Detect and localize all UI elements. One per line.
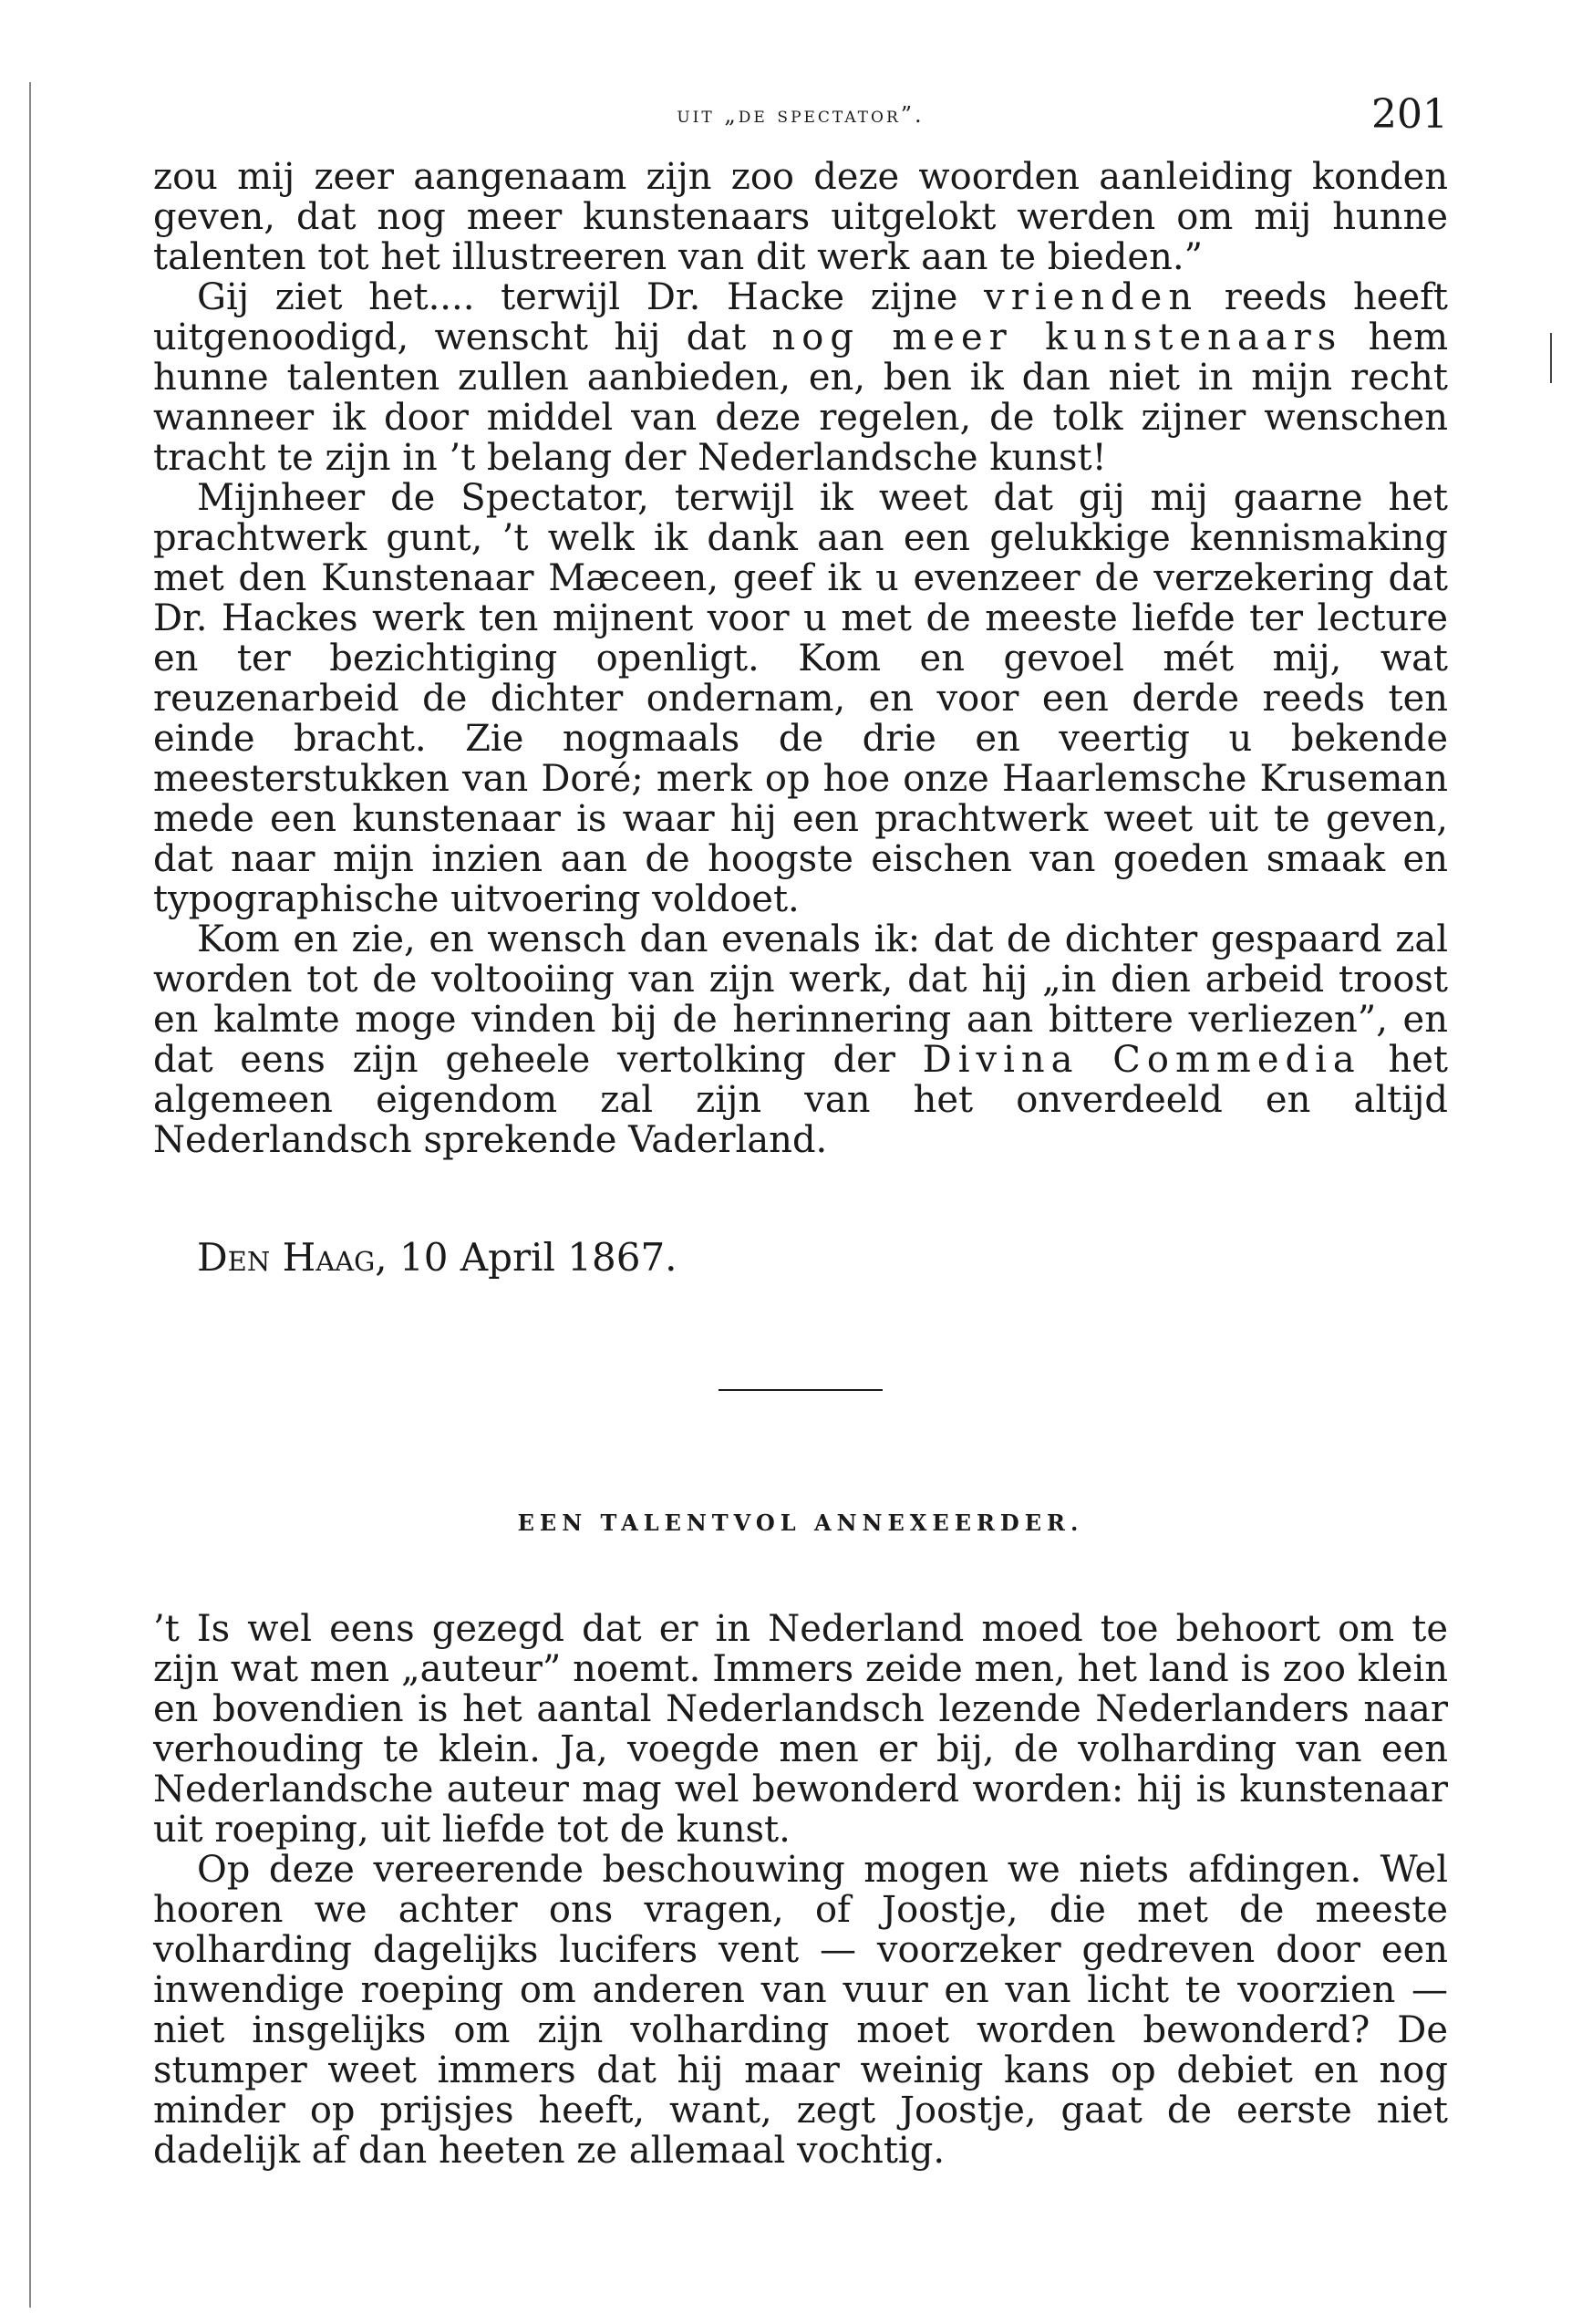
paragraph-2-text-c: reeds heeft uitgenoodigd, wenscht hij dat	[153, 276, 1448, 358]
paragraph-4-text-a: Kom en zie, en wensch dan evenals ik: dat de dichter gespaard zal worden tot de voltooiing van zijn werk, dat hij „in dien arbeid troost en kalmte moge vinden bij de herinnering aan bittere verliezen”, en dat eens zijn geheele vertolking der	[153, 918, 1448, 1081]
paragraph-2-emphasis-kunstenaars: nog meer kunstenaars	[771, 316, 1343, 358]
running-head	[153, 91, 1448, 146]
paragraph-2	[153, 277, 1448, 478]
paragraph-3: Mijnheer de Spectator, terwijl ik weet dat gij mij gaarne het prachtwerk gunt, ’t welk ik dank aan een gelukkige kennismaking met den Kunstenaar Mæceen, geef ik u evenzeer de verzekering dat Dr. Hackes werk ten mijnent voor u met de meeste liefde ter lecture en ter bezichtiging openligt. Kom en gevoel mét mij, wat reuzenarbeid de dichter ondernam, en voor een derde reeds ten einde bracht. Zie nogmaals de drie en veertig u bekende meesterstukken van Doré; merk op hoe onze Haarlemsche Kruseman mede een kunstenaar is waar hij een prachtwerk weet uit te geven, dat naar mijn inzien aan de hoogste eischen van goeden smaak en typographische uitvoering voldoet.	[153, 477, 1448, 920]
paragraph-4	[153, 919, 1448, 1160]
paragraph-1: zou mij zeer aangenaam zijn zoo deze woorden aanleiding konden geven, dat nog meer kunstenaars uitgelokt werden om mij hunne talenten tot het illustreeren van dit werk aan te bieden.”	[153, 156, 1448, 278]
dateline-place: Den Haag,	[197, 1235, 388, 1280]
book-page	[153, 91, 1448, 2171]
left-margin-scan-line	[29, 82, 31, 2308]
right-margin-scan-line	[1550, 333, 1552, 383]
paragraph-2-emphasis-vrienden: vrienden	[984, 276, 1199, 318]
paragraph-2-text-a: Gij ziet het.... terwijl Dr. Hacke zijne	[197, 276, 985, 318]
dateline	[197, 1235, 1448, 1280]
page-number: 201	[1371, 91, 1448, 138]
paragraph-4-text-c: het algemeen eigendom zal zijn van het onverdeeld en altijd Nederlandsch sprekende Vaderland.	[153, 1039, 1448, 1161]
running-title: uit „de spectator”.	[677, 102, 925, 128]
paragraph-2-text-e: hem hunne talenten zullen aanbieden, en, ben ik dan niet in mijn recht wanneer ik door middel van deze regelen, de tolk zijner wenschen tracht te zijn in ’t belang der Nederlandsche kunst!	[153, 316, 1448, 479]
paragraph-6: Op deze vereerende beschouwing mogen we niets afdingen. Wel hooren we achter ons vragen, of Joostje, die met de meeste volharding dagelijks lucifers vent — voorzeker gedreven door een inwendige roeping om anderen van vuur en van licht te voorzien — niet insgelijks om zijn volharding moet worden bewonderd? De stumper weet immers dat hij maar weinig kans op debiet en nog minder op prijsjes heeft, want, zegt Joostje, gaat de eerste niet dadelijk af dan heeten ze allemaal vochtig.	[153, 1849, 1448, 2172]
dateline-date: 10 April 1867.	[398, 1235, 677, 1280]
paragraph-4-emphasis-divina-commedia: Divina Commedia	[922, 1039, 1361, 1081]
section-divider	[719, 1389, 883, 1391]
section-title: EEN TALENTVOL ANNEXEERDER.	[517, 1510, 1084, 1536]
paragraph-5: ’t Is wel eens gezegd dat er in Nederland moed toe behoort om te zijn wat men „auteur” noemt. Immers zeide men, het land is zoo klein en bovendien is het aantal Nederlandsch lezende Nederlanders naar verhouding te klein. Ja, voegde men er bij, de volharding van een Nederlandsche auteur mag wel bewonderd worden: hij is kunstenaar uit roeping, uit liefde tot de kunst.	[153, 1608, 1448, 1851]
